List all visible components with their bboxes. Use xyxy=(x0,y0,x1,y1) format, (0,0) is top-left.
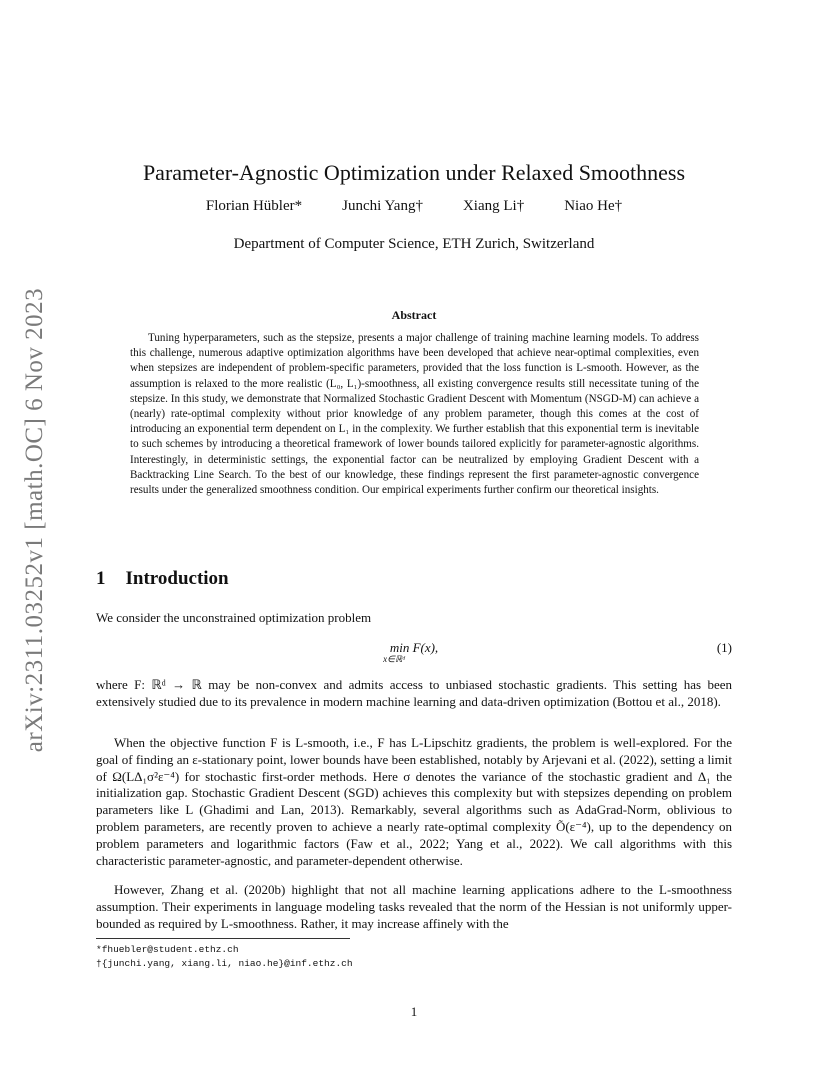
section-number: 1 xyxy=(96,568,106,589)
abstract-body: Tuning hyperparameters, such as the stepsize, presents a major challenge of training machine learning models. To address this challenge, numerous adaptive optimization algorithms have been developed that achieve near-optimal complexities, even when stepsizes are independent of problem-specific parameters, provided that the loss function is L-smooth. However, as the assumption is relaxed to the more realistic (L₀, L₁)-smoothness, all existing convergence results still necessitate tuning of the stepsize. In this study, we demonstrate that Normalized Stochastic Gradient Descent with Momentum (NSGD-M) can achieve a (nearly) rate-optimal complexity without prior knowledge of any problem parameter, though this comes at the cost of introducing an exponential term dependent on L₁ in the complexity. We further establish that this exponential term is inevitable to such schemes by introducing a theoretical framework of lower bounds tailored explicitly for parameter-agnostic algorithms. Interestingly, in deterministic settings, the exponential factor can be neutralized by employing Gradient Descent with a Backtracking Line Search. To the best of our knowledge, these findings represent the first parameter-agnostic convergence results under the generalized smoothness condition. Our empirical experiments further confirm our theoretical insights. xyxy=(130,332,699,497)
section-title: Introduction xyxy=(125,568,229,589)
affiliation: Department of Computer Science, ETH Zurich, Switzerland xyxy=(233,236,595,252)
paper-title: Parameter-Agnostic Optimization under Relaxed Smoothness xyxy=(142,159,686,185)
arxiv-identifier-stamp xyxy=(18,270,52,770)
abstract-heading: Abstract xyxy=(391,308,437,322)
page-number: 1 xyxy=(410,1004,418,1019)
footnote-email-2: †{junchi.yang, xiang.li, niao.he}@inf.ethz.ch xyxy=(96,958,353,969)
problem-setting-paragraph: where F: ℝᵈ → ℝ may be non-convex and admits access to unbiased stochastic gradients. This setting has been extensively studied due to its prevalence in modern machine learning and data-driven optimization (Bottou et al., 2018). xyxy=(96,677,732,709)
section-heading xyxy=(96,568,229,590)
smoothness-paragraph: When the objective function F is L-smooth, i.e., F has L-Lipschitz gradients, the problem is well-explored. For the goal of finding an ε-stationary point, lower bounds have been established, notably by Arjevani et al. (2022), setting a limit of Ω(LΔ₁σ²ε⁻⁴) for stochastic first-order methods. Here σ denotes the variance of the stochastic gradient and Δ₁ the initialization gap. Stochastic Gradient Descent (SGD) achieves this complexity but with stepsizes depending on problem parameters like L (Ghadimi and Lan, 2013). Remarkably, several algorithms such as AdaGrad-Norm, oblivious to problem parameters, are recently proven to achieve a nearly rate-optimal complexity Õ(ε⁻⁴), up to the dependency on problem parameters and logarithmic factors (Faw et al., 2022; Yang et al., 2022). We call algorithms with this characteristic parameter-agnostic, and parameter-dependent otherwise. xyxy=(96,735,732,868)
equation-number: (1) xyxy=(716,640,732,655)
equation-subscript: x∈ℝᵈ xyxy=(383,654,405,664)
arxiv-identifier-text: arXiv:2311.03252v1 [math.OC] 6 Nov 2023 xyxy=(21,287,48,753)
relaxed-smoothness-paragraph: However, Zhang et al. (2020b) highlight that not all machine learning applications adhere to the L-smoothness assumption. Their experiments in language modeling tasks revealed that the norm of the Hessian is not uniformly upper-bounded as required by L-smoothness. Rather, it may increase affinely with the xyxy=(96,882,732,931)
author-name: Florian Hübler* xyxy=(205,198,303,214)
author-name: Xiang Li† xyxy=(462,198,525,214)
author-name: Niao He† xyxy=(564,198,623,214)
equation-body: min F(x), x∈ℝᵈ xyxy=(96,640,732,665)
footnote-divider xyxy=(96,938,350,939)
equation-1 xyxy=(96,640,732,670)
author-name: Junchi Yang† xyxy=(342,198,423,214)
intro-paragraph: We consider the unconstrained optimization problem xyxy=(96,610,372,625)
footnote-email-1: *fhuebler@student.ethz.ch xyxy=(96,944,239,955)
author-list xyxy=(96,198,732,215)
